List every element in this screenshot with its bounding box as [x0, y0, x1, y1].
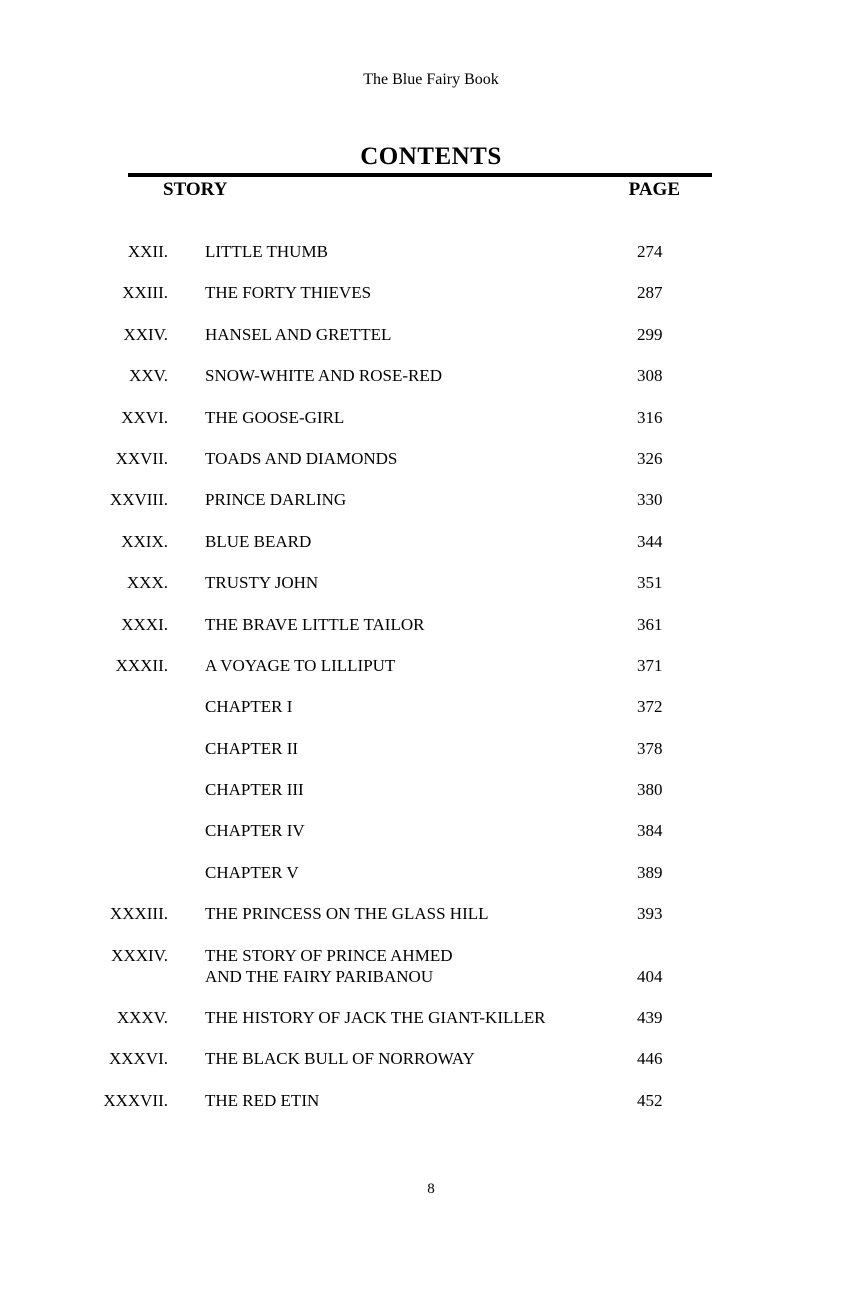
toc-entry-title: CHAPTER II — [205, 738, 299, 758]
toc-entry-title: LITTLE THUMB — [205, 242, 328, 261]
toc-entry-numeral — [0, 820, 168, 841]
column-header-page: PAGE — [628, 179, 680, 200]
toc-entry-title: SNOW-WHITE AND ROSE-RED — [205, 366, 443, 386]
toc-entry-numeral: XXXIII. — [109, 904, 168, 924]
column-header-story: STORY — [163, 179, 228, 200]
toc-entry-numeral: XXVII. — [115, 448, 168, 468]
header-rule — [128, 173, 712, 177]
toc-row — [0, 696, 862, 717]
toc-entry-title: THE BLACK BULL OF NORROWAY — [205, 1049, 475, 1069]
toc-row — [0, 738, 862, 759]
toc-row — [0, 448, 862, 469]
toc-entry-numeral: XXIII. — [122, 283, 168, 303]
toc-entry-numeral: XXV. — [129, 366, 168, 386]
toc-entry-page: 372 — [637, 697, 663, 717]
running-header: The Blue Fairy Book — [363, 71, 499, 88]
toc-entry-title: CHAPTER V — [205, 862, 299, 882]
toc-row — [0, 614, 862, 635]
toc-row — [0, 324, 862, 345]
toc-row — [0, 903, 862, 924]
toc-entry-title: CHAPTER I — [205, 697, 293, 717]
toc-entry-title: THE FORTY THIEVES — [205, 283, 372, 303]
toc-entry-page: 393 — [637, 904, 663, 924]
toc-entry-page: 330 — [637, 490, 663, 510]
toc-entry-page: 404 — [637, 966, 663, 986]
toc-entry-numeral: XXIX. — [121, 531, 168, 551]
toc-entry-title: A VOYAGE TO LILLIPUT — [205, 655, 396, 675]
toc-row — [0, 531, 862, 552]
toc-entry-title: HANSEL AND GRETTEL — [205, 324, 392, 344]
toc-row — [0, 489, 862, 510]
toc-entry-title: CHAPTER III — [205, 780, 304, 800]
toc-entry-numeral: XXXV. — [116, 1008, 168, 1028]
toc-row — [0, 655, 862, 676]
page-number-footer: 8 — [427, 1181, 435, 1197]
toc-entry-page: 287 — [637, 283, 663, 303]
toc-entry-numeral — [0, 738, 168, 759]
toc-list — [0, 241, 862, 1131]
toc-entry-numeral — [0, 696, 168, 717]
toc-row — [0, 1048, 862, 1069]
toc-entry-page: 446 — [637, 1049, 663, 1069]
toc-row — [0, 1090, 862, 1111]
column-header-row — [128, 179, 712, 201]
toc-entry-page: 316 — [637, 407, 663, 427]
toc-entry-page: 384 — [637, 821, 663, 841]
toc-entry-numeral: XXXVI. — [108, 1049, 168, 1069]
toc-row — [0, 572, 862, 593]
toc-entry-title: THE RED ETIN — [205, 1090, 320, 1110]
toc-entry-page: 274 — [637, 242, 663, 261]
toc-entry-numeral: XXVIII. — [109, 490, 168, 510]
toc-row — [0, 365, 862, 386]
toc-entry-numeral: XXVI. — [121, 407, 168, 427]
toc-entry-numeral — [0, 862, 168, 883]
toc-entry-title: TOADS AND DIAMONDS — [205, 448, 398, 468]
toc-entry-numeral: XXXI. — [121, 614, 168, 634]
toc-row — [0, 282, 862, 303]
toc-entry-page: 308 — [637, 366, 663, 386]
toc-entry-page: 344 — [637, 531, 663, 551]
toc-entry-numeral: XXX. — [126, 573, 168, 593]
toc-entry-title: THE HISTORY OF JACK THE GIANT-KILLER — [205, 1008, 546, 1028]
toc-entry-title: TRUSTY JOHN — [205, 573, 319, 593]
toc-row — [0, 820, 862, 841]
toc-row — [0, 779, 862, 800]
toc-row — [0, 407, 862, 428]
toc-row — [0, 862, 862, 883]
toc-row — [0, 1007, 862, 1028]
toc-entry-page: 299 — [637, 324, 663, 344]
toc-entry-numeral: XXIV. — [123, 324, 168, 344]
toc-entry-numeral: XXII. — [127, 242, 168, 261]
toc-entry-page: 326 — [637, 448, 663, 468]
toc-entry-numeral: XXXIV. — [111, 945, 168, 965]
page-title: CONTENTS — [360, 143, 502, 170]
toc-entry-title: BLUE BEARD — [205, 531, 312, 551]
toc-entry-page: 439 — [637, 1008, 663, 1028]
toc-entry-page: 351 — [637, 573, 663, 593]
toc-entry-numeral — [0, 779, 168, 800]
toc-entry-page: 389 — [637, 862, 663, 882]
toc-entry-numeral: XXXVII. — [103, 1090, 168, 1110]
toc-entry-title: THE STORY OF PRINCE AHMED AND THE FAIRY PARIBANOU — [205, 945, 453, 986]
toc-entry-page: 371 — [637, 655, 663, 675]
toc-entry-page: 380 — [637, 780, 663, 800]
toc-entry-title: THE BRAVE LITTLE TAILOR — [205, 614, 425, 634]
toc-entry-title: PRINCE DARLING — [205, 490, 347, 510]
toc-row — [0, 241, 862, 262]
toc-entry-title: THE PRINCESS ON THE GLASS HILL — [205, 904, 489, 924]
toc-entry-page: 378 — [637, 738, 663, 758]
toc-entry-page: 361 — [637, 614, 663, 634]
toc-row — [0, 945, 862, 987]
toc-entry-numeral: XXXII. — [115, 655, 168, 675]
toc-entry-page: 452 — [637, 1090, 663, 1110]
toc-entry-title: THE GOOSE-GIRL — [205, 407, 345, 427]
toc-entry-title: CHAPTER IV — [205, 821, 305, 841]
